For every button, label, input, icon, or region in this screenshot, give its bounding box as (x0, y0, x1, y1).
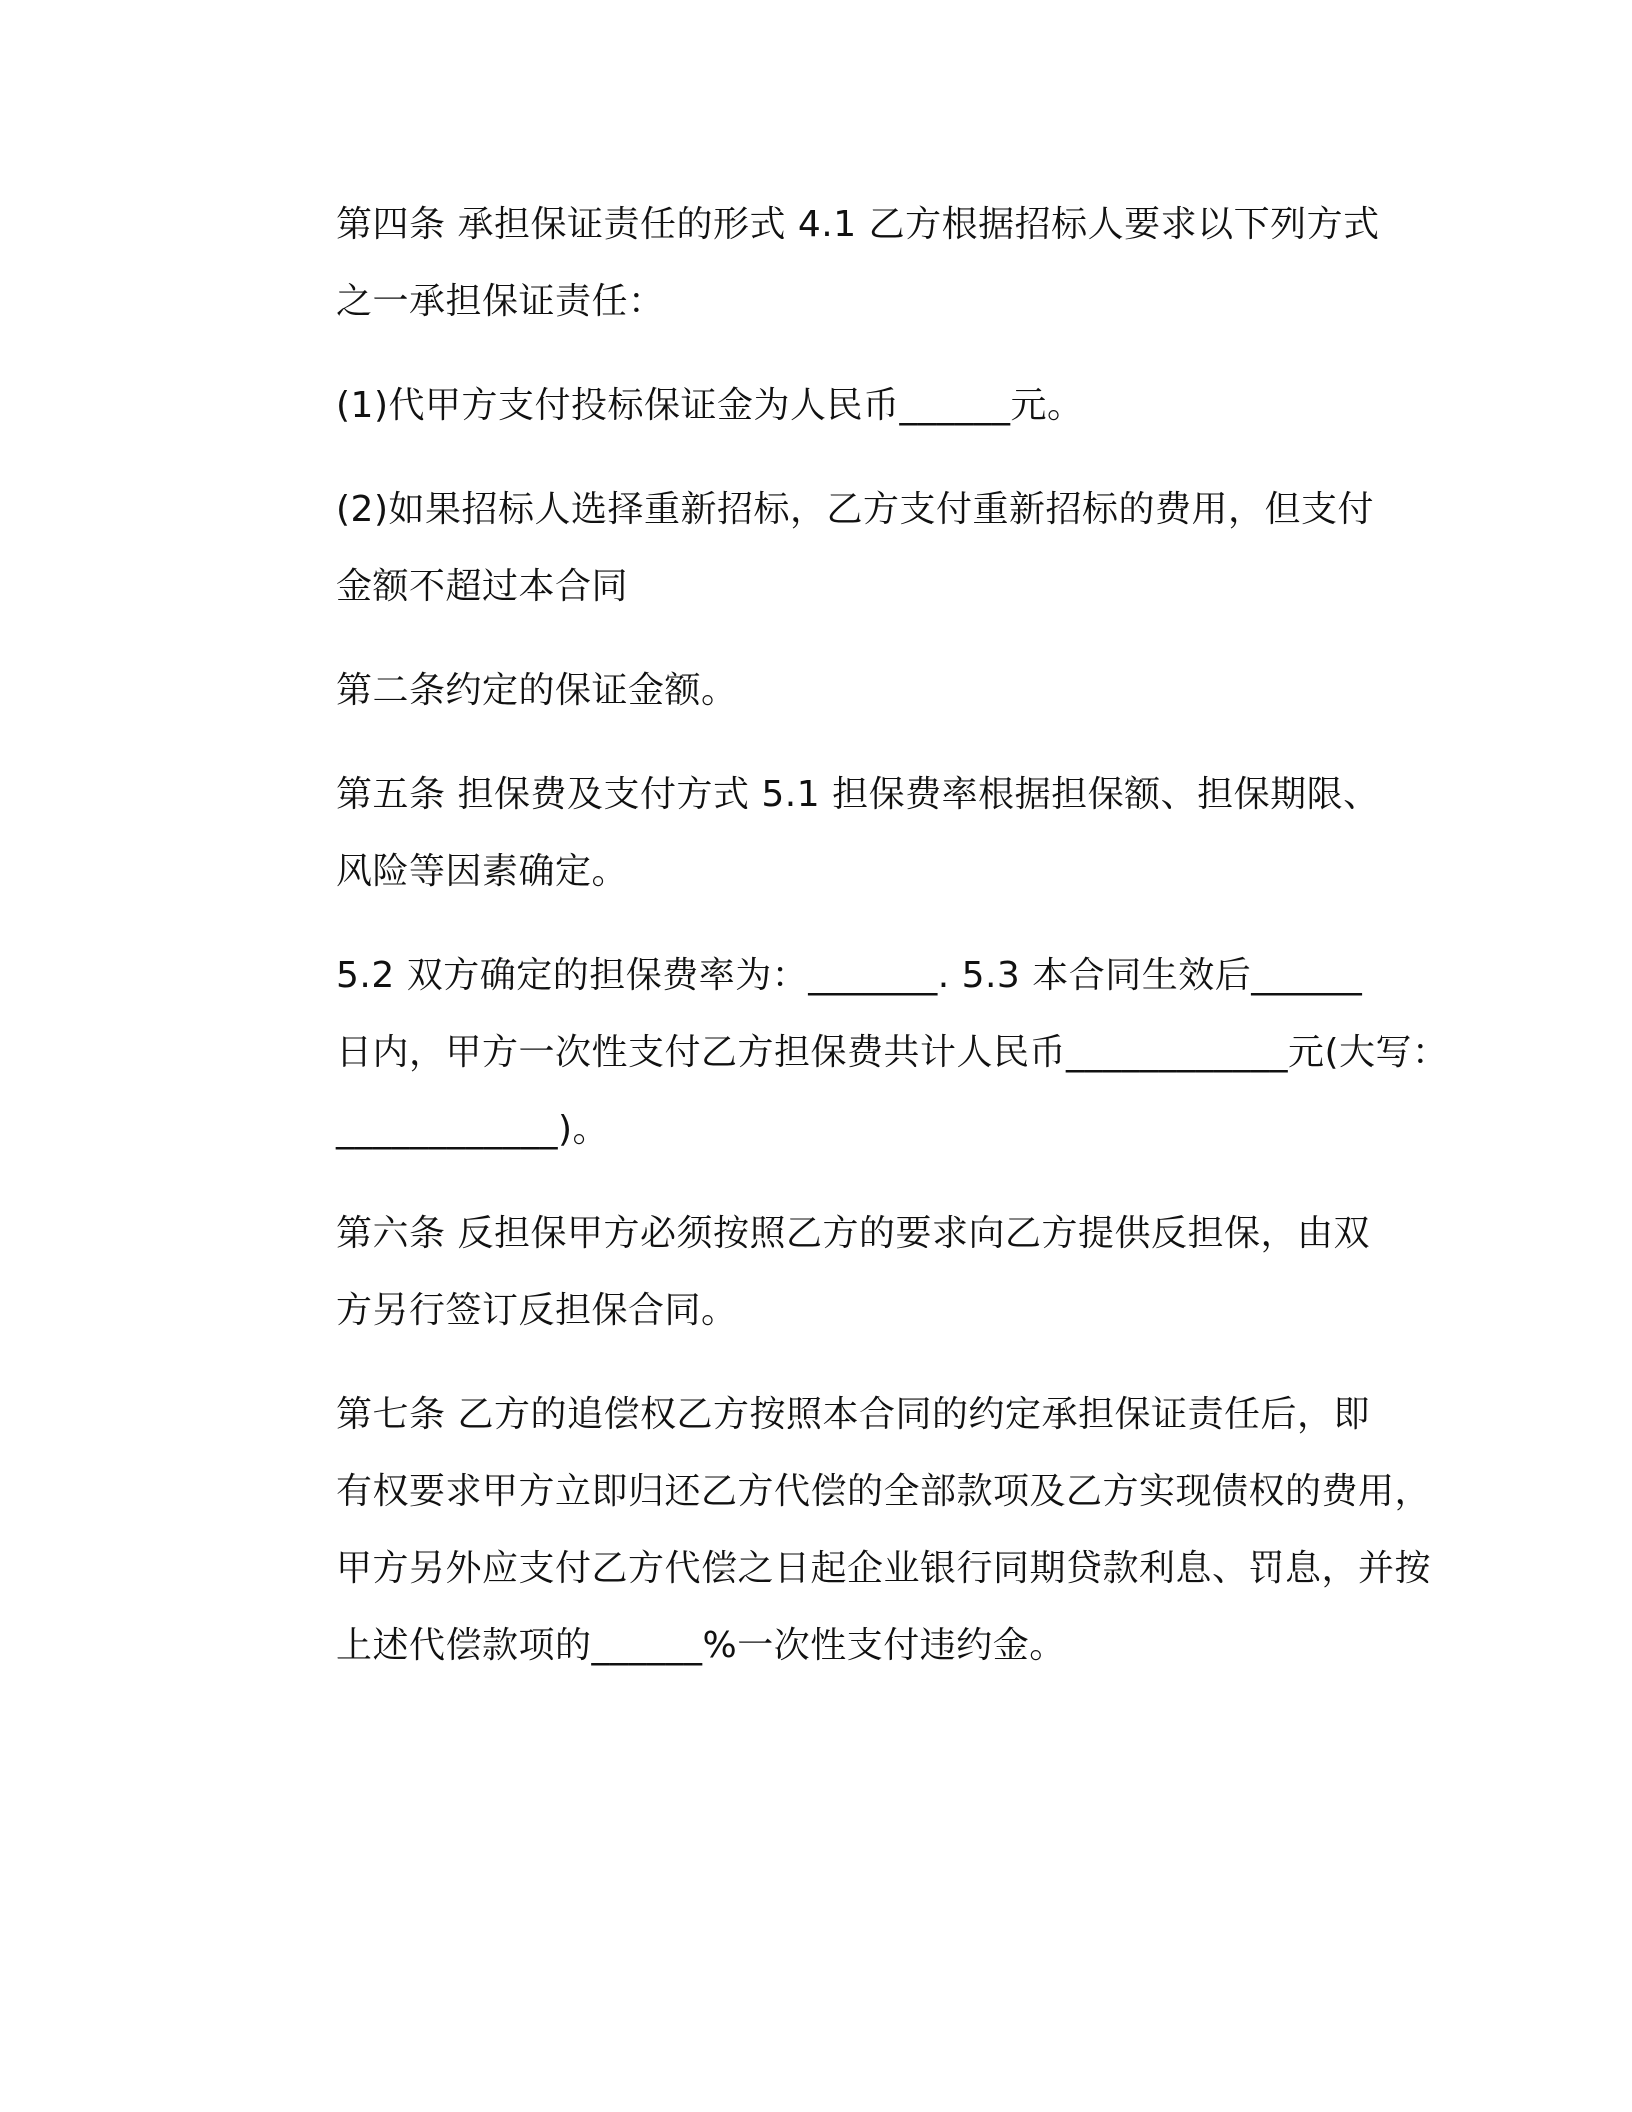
text-line: 金额不超过本合同 (336, 566, 629, 607)
paragraph-item-1 (240, 367, 1384, 444)
text-line: 风险等因素确定。 (336, 851, 629, 892)
text-line: 上述代偿款项的______%一次性支付违约金。 (336, 1625, 1066, 1666)
text-line: 日内，甲方一次性支付乙方担保费共计人民币____________元(大写： (336, 1032, 1449, 1073)
paragraph-article-5-2 (240, 937, 1449, 1168)
text-line: 有权要求甲方立即归还乙方代偿的全部款项及乙方实现债权的费用， (336, 1471, 1432, 1512)
text-line: 第五条 担保费及支付方式 5.1 担保费率根据担保额、担保期限、 (336, 774, 1380, 815)
text-line: 第七条 乙方的追偿权乙方按照本合同的约定承担保证责任后，即 (336, 1394, 1370, 1435)
text-line: 第二条约定的保证金额。 (336, 670, 738, 711)
text-line: 甲方另外应支付乙方代偿之日起企业银行同期贷款利息、罚息，并按 (336, 1548, 1432, 1589)
text-line: 方另行签订反担保合同。 (336, 1290, 738, 1331)
paragraph-article-6 (240, 1195, 1384, 1349)
paragraph-article-4 (240, 186, 1384, 340)
text-line: 5.2 双方确定的担保费率为：_______. 5.3 本合同生效后______ (336, 955, 1363, 996)
document-body (240, 186, 1449, 1711)
paragraph-item-2 (240, 471, 1384, 625)
paragraph-article-7 (240, 1376, 1432, 1684)
text-line: (2)如果招标人选择重新招标，乙方支付重新招标的费用，但支付 (336, 489, 1374, 530)
text-line: (1)代甲方支付投标保证金为人民币______元。 (336, 385, 1084, 426)
text-line: 之一承担保证责任： (336, 281, 665, 322)
text-line: ____________)。 (336, 1109, 610, 1150)
paragraph-article-2-ref (240, 652, 1384, 729)
text-line: 第四条 承担保证责任的形式 4.1 乙方根据招标人要求以下列方式 (336, 204, 1380, 245)
text-line: 第六条 反担保甲方必须按照乙方的要求向乙方提供反担保，由双 (336, 1213, 1370, 1254)
paragraph-article-5 (240, 756, 1384, 910)
